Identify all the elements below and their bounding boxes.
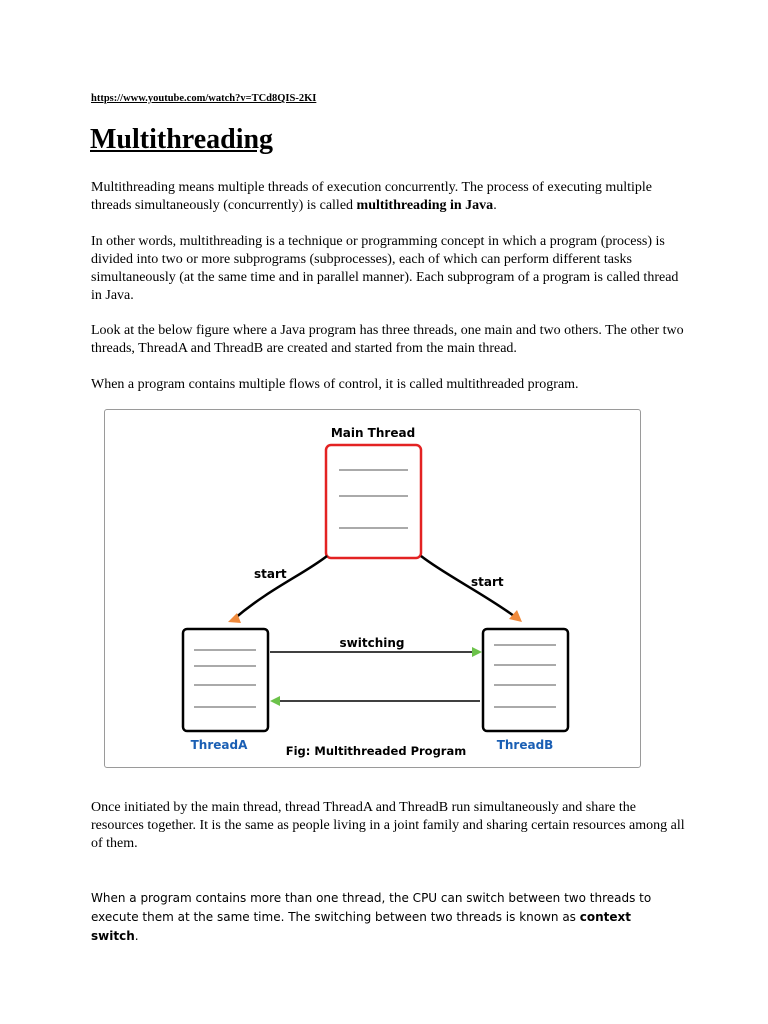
youtube-link[interactable]: https://www.youtube.com/watch?v=TCd8QIS-2KI — [91, 93, 317, 104]
start-label-left: start — [254, 567, 287, 581]
main-thread-box — [326, 445, 421, 558]
thread-b-box — [483, 629, 568, 731]
bold-multithreading-in-java: multithreading in Java — [356, 198, 494, 213]
start-label-right: start — [471, 575, 504, 589]
paragraph-context-switch — [91, 889, 681, 946]
paragraph-figure-intro: Look at the below figure where a Java program has three threads, one main and two others. The other two threads, ThreadA and ThreadB are created and started from the main thread. — [91, 323, 684, 356]
paragraph-context-switch-text: When a program contains more than one thread, the CPU can switch between two threads to execute them at the same time. The switching between two threads is known as — [91, 891, 652, 924]
thread-b-label: ThreadB — [496, 738, 554, 752]
switch-arrowhead-left — [270, 696, 280, 706]
multithreading-diagram — [104, 409, 640, 767]
thread-a-label: ThreadA — [190, 738, 248, 752]
paragraph-context-switch-end: . — [134, 929, 139, 943]
start-arrow-left — [234, 556, 327, 619]
paragraph-other-words: In other words, multithreading is a technique or programming concept in which a program (process) is divided into two or more subprograms (subprocesses), each of which can perform different tasks simultaneously (at the same time and in parallel manner). Each subprogram of a program is called thread in Java. — [91, 234, 679, 303]
start-arrowhead-right — [509, 610, 522, 622]
paragraph-run-simultaneously: Once initiated by the main thread, thread ThreadA and ThreadB run simultaneously and share the resources together. It is the same as people living in a joint family and sharing certain resources among all of them. — [91, 800, 685, 851]
bold-context-switch: context switch — [91, 910, 632, 943]
paragraph-multiple-flows: When a program contains multiple flows of control, it is called multithreaded program. — [91, 377, 579, 392]
thread-a-box — [183, 629, 268, 731]
page-title: Multithreading — [90, 124, 274, 155]
figure-caption: Fig: Multithreaded Program — [285, 744, 467, 758]
paragraph-definition — [91, 179, 691, 215]
switching-label: switching — [339, 636, 405, 650]
main-thread-label: Main Thread — [330, 426, 416, 440]
paragraph-definition-end: . — [493, 198, 497, 213]
switch-arrowhead-right — [472, 647, 482, 657]
paragraph-definition-text: Multithreading means multiple threads of execution concurrently. The process of executing multiple threads simultaneously (concurrently) is called — [91, 180, 653, 213]
